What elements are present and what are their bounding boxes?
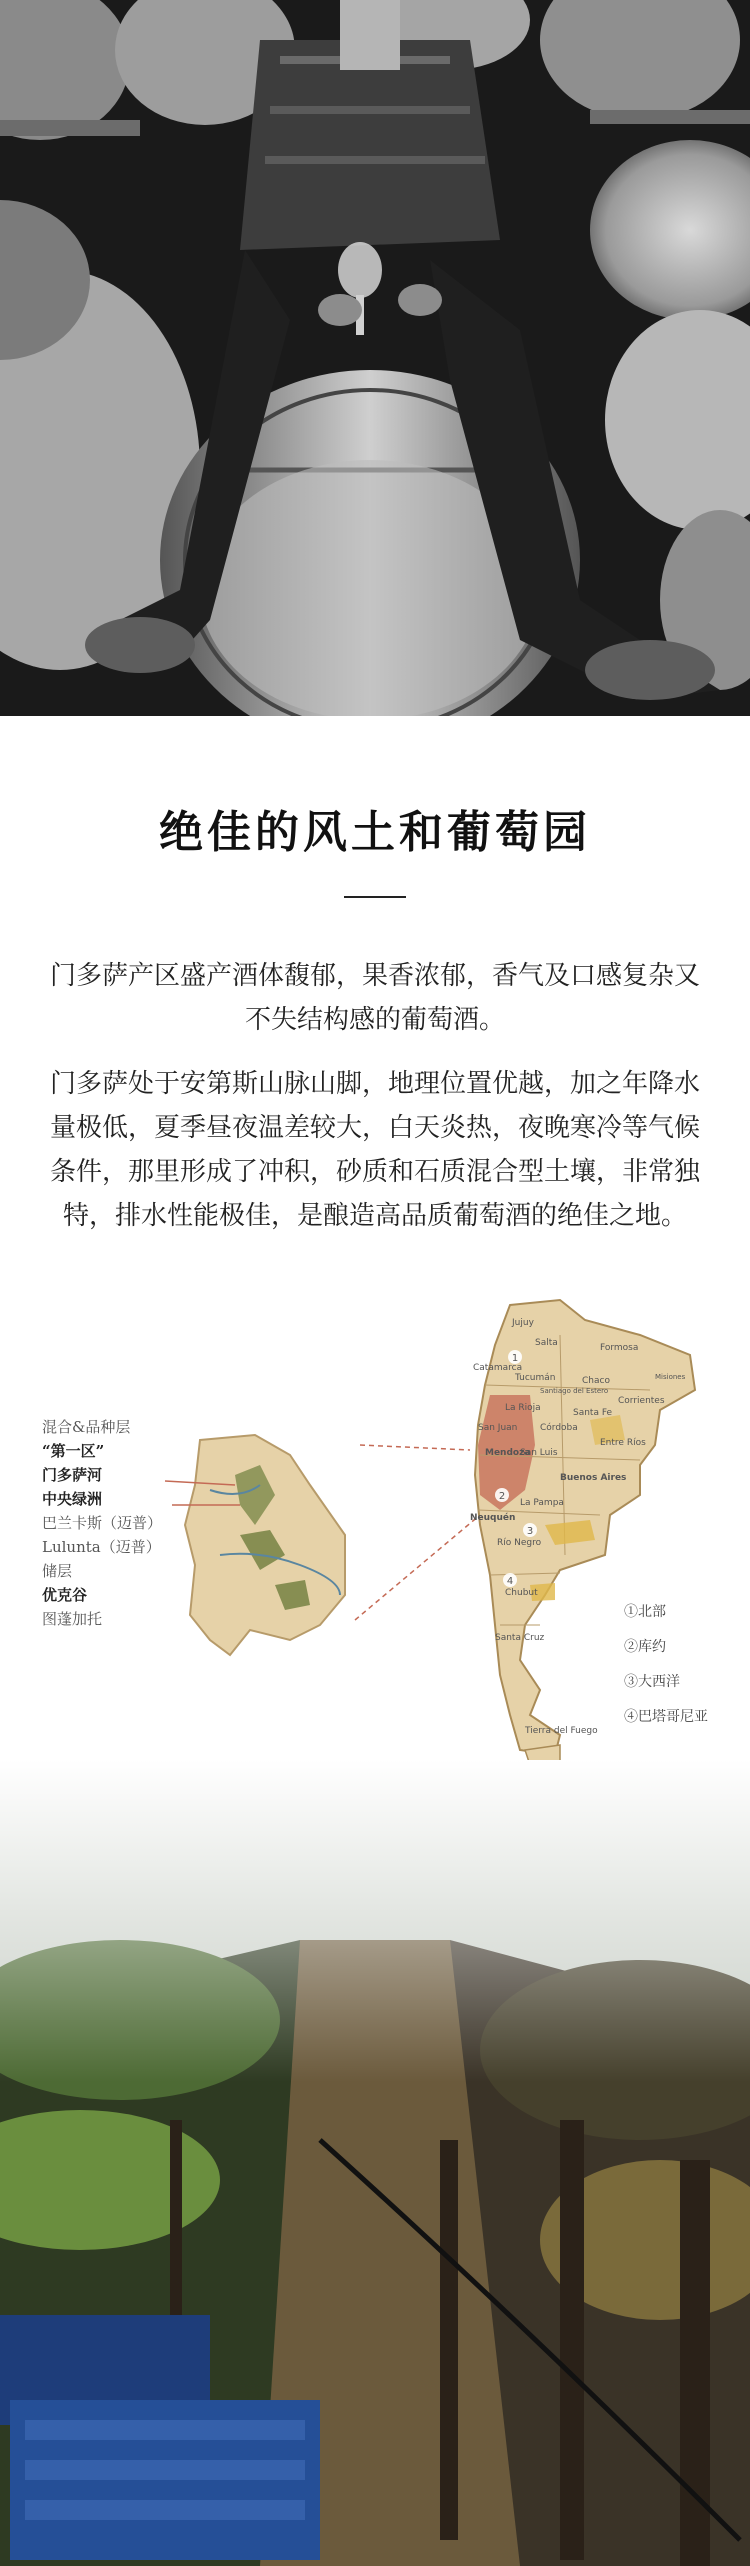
- zone-item: ①北部: [624, 1604, 666, 1620]
- province-label: Neuquén: [470, 1513, 516, 1523]
- province-label: Catamarca: [473, 1363, 523, 1373]
- legend-item: Lulunta（迈普）: [42, 1538, 161, 1556]
- svg-text:2: 2: [498, 1491, 506, 1502]
- province-label: Mendoza: [485, 1448, 531, 1458]
- legend-item: 巴兰卡斯（迈普）: [42, 1514, 163, 1532]
- legend-item: 图蓬加托: [42, 1610, 103, 1628]
- hero-photo: [0, 0, 750, 716]
- intro-paragraph-2: 门多萨处于安第斯山脉山脚，地理位置优越，加之年降水量极低，夏季昼夜温差较大，白天炎热，夜晚寒冷等气候条件，那里形成了冲积，砂质和石质混合型土壤，非常独特，排水性能极佳，是酿造高品质葡萄酒的绝佳之地。: [49, 1069, 700, 1231]
- legend-item: 中央绿洲: [42, 1490, 103, 1508]
- zone-legend: [624, 1595, 708, 1735]
- province-label: La Rioja: [505, 1403, 541, 1413]
- province-label: Río Negro: [497, 1538, 542, 1548]
- province-label: San Luis: [520, 1448, 558, 1458]
- province-label: La Pampa: [520, 1498, 564, 1508]
- province-label: Salta: [535, 1338, 558, 1348]
- svg-text:1: 1: [511, 1353, 519, 1364]
- province-label: Chubut: [505, 1588, 538, 1598]
- legend-item: 混合&品种层: [42, 1418, 131, 1436]
- legend-item: 优克谷: [42, 1586, 88, 1604]
- zone-item: ④巴塔哥尼亚: [624, 1709, 708, 1725]
- intro-text: [45, 954, 705, 1238]
- legend-item: 门多萨河: [42, 1466, 103, 1484]
- province-label: Buenos Aires: [560, 1473, 627, 1483]
- province-label: Santiago del Estero: [540, 1387, 609, 1395]
- legend-item: 储层: [42, 1562, 73, 1580]
- title-divider: [344, 896, 406, 898]
- terroir-map: [0, 1295, 750, 1765]
- province-label: San Juan: [478, 1423, 518, 1433]
- zone-item: ③大西洋: [624, 1674, 680, 1690]
- province-label: Santa Fe: [573, 1408, 613, 1418]
- province-label: Entre Ríos: [600, 1438, 646, 1448]
- svg-text:3: 3: [526, 1526, 534, 1537]
- province-label: Jujuy: [512, 1318, 534, 1328]
- province-label: Formosa: [600, 1343, 639, 1353]
- province-label: Chaco: [582, 1376, 610, 1386]
- province-label: Córdoba: [540, 1423, 578, 1433]
- province-label: Corrientes: [618, 1396, 665, 1406]
- vineyard-photo: [0, 1760, 750, 2566]
- province-label: Misiones: [655, 1373, 686, 1381]
- province-label: Tierra del Fuego: [525, 1726, 598, 1736]
- province-label: Tucumán: [515, 1373, 556, 1383]
- intro-paragraph-1: 门多萨产区盛产酒体馥郁，果香浓郁，香气及口感复杂又不失结构感的葡萄酒。: [49, 961, 700, 1035]
- svg-text:4: 4: [506, 1576, 514, 1587]
- section-title: 绝佳的风土和葡萄园: [159, 807, 591, 858]
- province-label: Santa Cruz: [495, 1633, 545, 1643]
- legend-item: “第一区”: [42, 1442, 105, 1460]
- zone-item: ②库约: [624, 1639, 666, 1655]
